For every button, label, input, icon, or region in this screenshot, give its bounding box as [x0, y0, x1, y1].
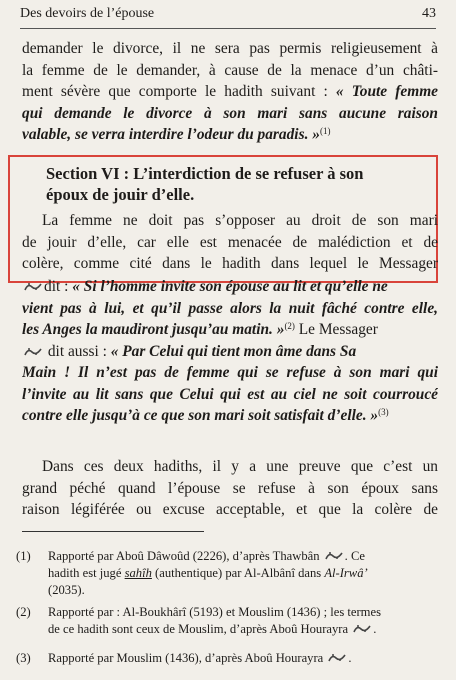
- paragraph-hadiths: [22, 276, 438, 427]
- arabic-eulogy-icon: [24, 346, 42, 357]
- text-line: dit : « Si l’homme invite son épouse au lit et qu’elle ne: [22, 276, 438, 298]
- arabic-eulogy-icon: [24, 281, 42, 292]
- book-page: Des devoirs de l’épouse 43 demander le divorce, il ne sera pas permis religieusement à la femme de le demander, à cause de la menace d’un châti- ment sévère que comporte le hadith suivant : « Toute femme qui demande le divorce à son mari sans aucune raison valable, se verra interdire l’odeur du paradis. »$^{(1)}$ Section VI : L’interdiction de se refuser à son époux de jouir d’elle. La femme ne doit pas s’opposer au droit de son mari de jouir d’elle, car elle est menacée de malédiction et de colère, comme cité dans le hadith dans lequel le Messager dit : « Si l’homme invite son épouse au lit et qu’elle ne vient pas à lui, et qu’il passe alors la nuit fâché contre elle, les Anges la maudiront jusqu’au matin. »$^{(2)}$ Le Messager dit aussi : « Par Celui qui tient mon âme dans Sa Main ! Il n’est pas de femme qui se refuse à son mari qui l’invite au lit sans que Celui qui est au ciel ne soit courroucé contre elle jusqu’à ce que son mari soit satisfait d’elle. »$^{(3)}$ Dans ces deux hadiths, il y a une preuve que c’est un grand péché quand l’épouse se refuse à son époux sans raison légiférée ou excuse acceptable, et que la colère de (1) Rapporté par Aboû Dâwoûd (2226), d’après Thawbân . Ce hadith est jugé sahîh (authentique) par Al-Albânî dans Al-Irwâ’ (2035). (2) Rapporté par : Al-Boukhârî (5193) et Mouslim (1436) ; les termes de ce hadith sont ceux de Mouslim, d’après Aboû Hourayra . (3) Rapporté par Mouslim (1436), d’après Aboû Hourayra .: [0, 0, 456, 680]
- text-line: de jouir d’elle, car elle est menacée de malédiction et de: [22, 233, 438, 251]
- paragraph-conclusion: [22, 456, 438, 521]
- text-line: les Anges la maudiront jusqu’au matin. »$^{(2)}$ Le Messager: [22, 321, 378, 338]
- arabic-eulogy-icon: [325, 550, 343, 561]
- text-line: demander le divorce, il ne sera pas permis religieusement à: [22, 40, 438, 57]
- text-line: qui demande le divorce à son mari sans aucune raison: [22, 104, 438, 122]
- text-line: Main ! Il n’est pas de femme qui se refuse à son mari qui: [22, 364, 438, 381]
- arabic-eulogy-icon: [353, 623, 371, 634]
- text-line: vient pas à lui, et qu’il passe alors la nuit fâché contre elle,: [22, 299, 438, 317]
- text-line: la femme de le demander, à cause de la menace d’un châti-: [22, 61, 438, 79]
- text-line: ment sévère que comporte le hadith suivant : « Toute femme: [22, 83, 438, 100]
- text-line: colère, comme cité dans le hadith dans lequel le Messager: [22, 255, 438, 272]
- section-paragraph: [22, 210, 438, 275]
- section-heading: Section VI : L’interdiction de se refuser à son époux de jouir d’elle.: [46, 164, 364, 204]
- text-line: l’invite au lit sans que Celui qui est au ciel ne soit courroucé: [22, 385, 438, 403]
- arabic-eulogy-icon: [328, 652, 346, 663]
- text-line: La femme ne doit pas s’opposer au droit de son mari: [42, 212, 438, 229]
- text-line: raison légiférée ou excuse acceptable, et que la colère de: [22, 501, 438, 518]
- running-header: [20, 4, 436, 29]
- text-line: dit aussi : « Par Celui qui tient mon âme dans Sa: [22, 341, 438, 363]
- text-line: grand péché quand l’épouse se refuse à son époux sans: [22, 479, 438, 497]
- paragraph-divorce: [22, 38, 438, 146]
- text-line: valable, se verra interdire l’odeur du paradis. »$^{(1)}$: [22, 126, 331, 143]
- footnote-ref: (3): [378, 407, 389, 417]
- footnote-divider: [22, 531, 204, 532]
- footnote-ref: (1): [319, 126, 331, 136]
- running-title: Des devoirs de l’épouse: [20, 6, 155, 21]
- page-number: 43: [422, 6, 436, 21]
- text-line: Dans ces deux hadiths, il y a une preuve que c’est un: [42, 458, 438, 475]
- text-line: contre elle jusqu’à ce que son mari soit satisfait d’elle. »$^{(3)}$: [22, 407, 389, 424]
- footnote-ref: (2): [284, 321, 295, 331]
